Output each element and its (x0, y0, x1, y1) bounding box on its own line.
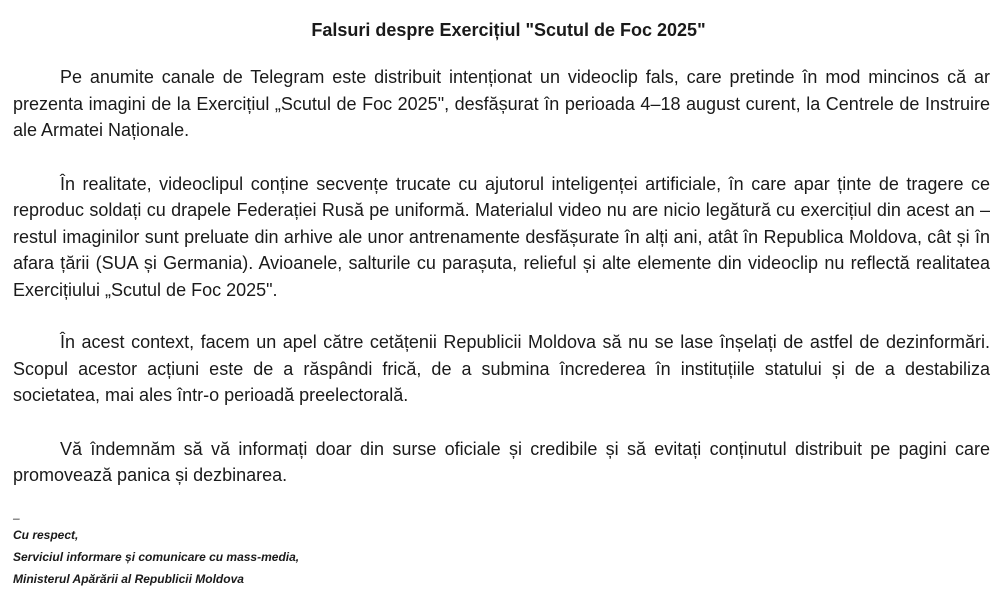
document (13, 14, 990, 590)
signature-block (13, 524, 990, 590)
paragraph-4: Vă îndemnăm să vă informați doar din surse oficiale și credibile și să evitați conținutul distribuit pe pagini care promovează panica și dezbinarea. (13, 438, 990, 485)
paragraph-3: În acest context, facem un apel către cetățenii Republicii Moldova să nu se lase înșelați de astfel de dezinformări. Scopul acestor acțiuni este de a răspândi frică, de a submina încrederea în instituțiile statului și de a destabiliza societatea, mai ales într-o perioadă preelectorală. (13, 332, 990, 405)
document-title: Falsuri despre Exercițiul "Scutul de Foc 2025" (311, 20, 706, 40)
signature-department: Serviciul informare și comunicare cu mass-media, (13, 549, 300, 564)
paragraph-1: Pe anumite canale de Telegram este distribuit intenționat un videoclip fals, care pretinde în mod mincinos că ar prezenta imagini de la Exercițiul „Scutul de Foc 2025", desfășurat în perioada 4–18 august curent, la Centrele de Instruire ale Armatei Naționale. (13, 67, 990, 140)
signature-ministry: Ministerul Apărării al Republicii Moldova (13, 571, 244, 586)
signature-separator: – (13, 510, 20, 525)
paragraph-2: În realitate, videoclipul conține secvențe trucate cu ajutorul inteligenței artificiale, în care apar ținte de tragere ce reproduc soldați cu drapele Federației Rusă pe uniformă. Materialul video nu are nicio legătură cu exercițiul din acest an – restul imaginilor sunt preluate din arhive ale unor antrenamente desfășurate în alți ani, atât în Republica Moldova, cât și în afara țării (SUA și Germania). Avioanele, salturile cu parașuta, relieful și alte elemente din videoclip nu reflectă realitatea Exercițiului „Scutul de Foc 2025". (13, 173, 990, 300)
signature-closing: Cu respect, (13, 527, 79, 542)
